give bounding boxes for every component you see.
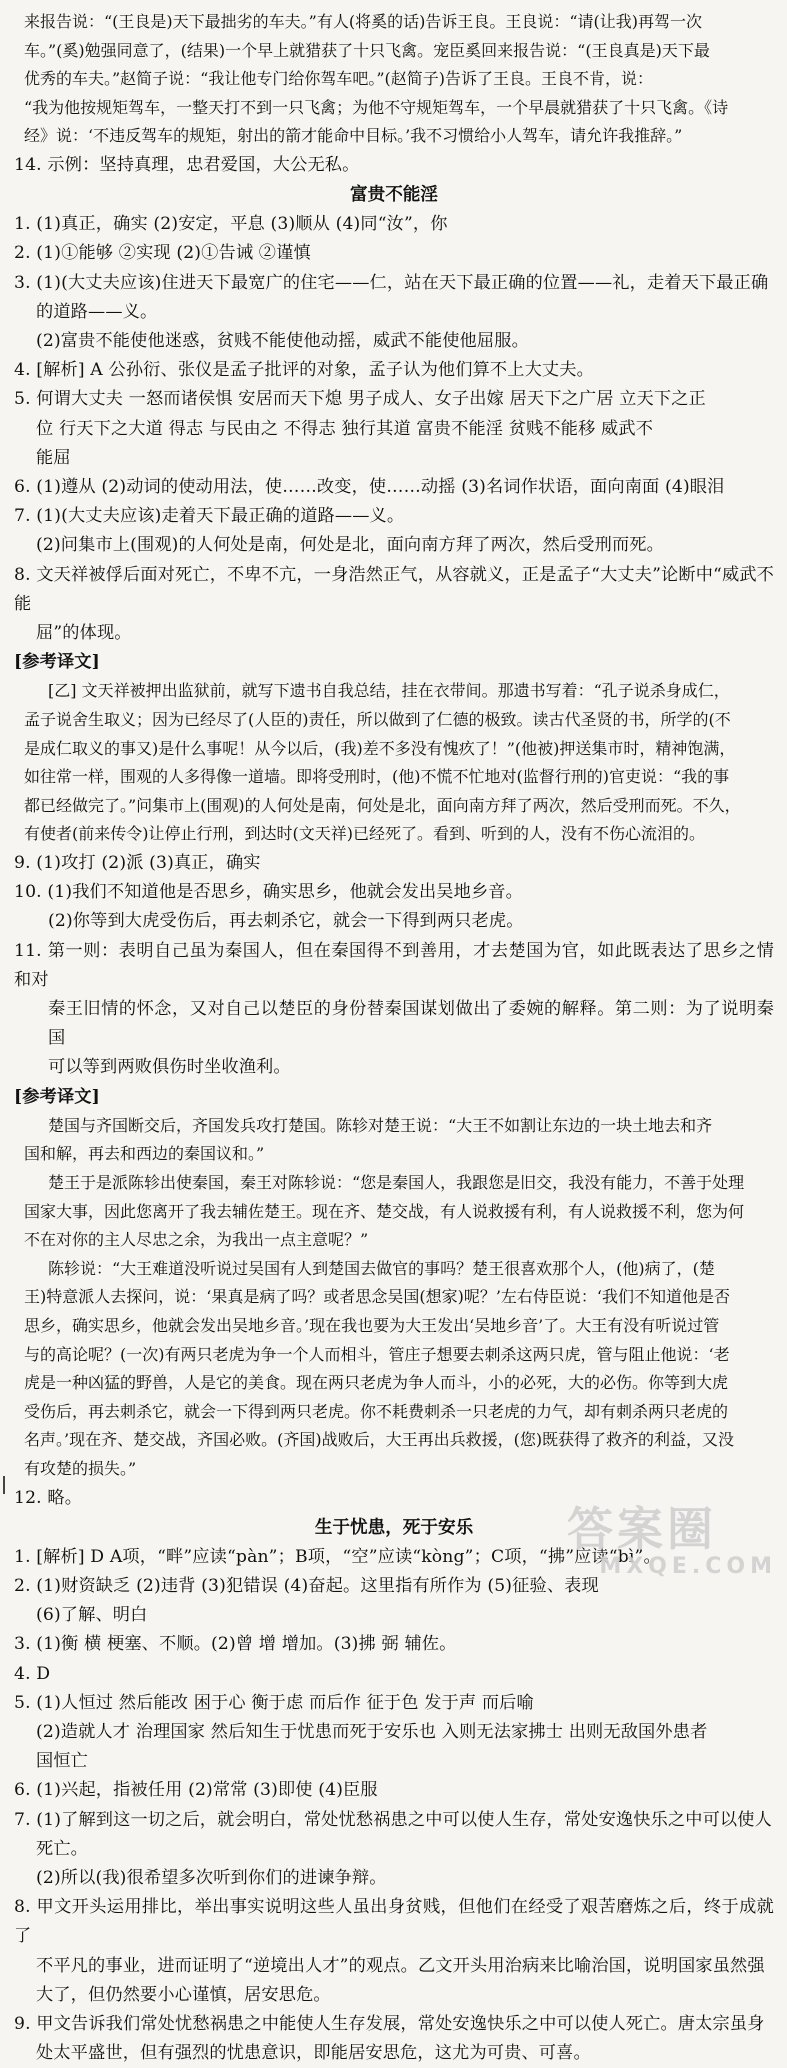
text-line: 的道路——义。 <box>36 301 158 322</box>
text-line: 3. (1)(大丈夫应该)住进天下最宽广的住宅——仁，站在天下最正确的位置——礼，走着天下最正确 <box>14 272 769 293</box>
watermark-logo-text: 答案圈 <box>567 1502 717 1556</box>
text-line: 如往常一样，围观的人多得像一道墙。即将受刑时，(他)不慌不忙地对(监督行刑的)官吏说：“我的事 <box>24 767 730 787</box>
text-line: (2)你等到大虎受伤后，再去刺杀它，就会一下得到两只老虎。 <box>48 911 524 932</box>
text-line: 14. 示例：坚持真理，忠君爱国，大公无私。 <box>14 154 360 175</box>
text-line: 国恒亡 <box>36 1751 89 1772</box>
text-line: 1. (1)真正，确实 (2)安定，平息 (3)顺从 (4)同“汝”，你 <box>14 214 448 235</box>
section-heading: 富贵不能淫 <box>350 184 438 206</box>
text-line: 6. (1)遵从 (2)动词的使动用法，使……改变，使……动摇 (3)名词作状语，面向南面 (4)眼泪 <box>14 477 725 497</box>
text-line: 5. 何谓大丈夫 一怒而诸侯惧 安居而天下熄 男子成人、女子出嫁 居天下之广居 立天下之正 <box>14 389 706 410</box>
text-line: 楚王于是派陈轸出使秦国，秦王对陈轸说：“您是秦国人，我跟您是旧交，我没有能力，不善于处理 <box>48 1173 745 1192</box>
text-line: 死亡。 <box>36 1838 89 1859</box>
text-line: 8. 甲文开头运用排比，举出事实说明这些人虽出身贫贱，但他们在经受了艰苦磨炼之后，终于成就了 <box>14 1897 774 1947</box>
text-line: 7. (1)(大丈夫应该)走着天下最正确的道路——义。 <box>14 506 405 527</box>
text-line: [乙] 文天祥被押出监狱前，就写下遗书自我总结，挂在衣带间。那遗书写着：“孔子说杀身成仁， <box>48 681 730 701</box>
text-line: 王)特意派人去探问，说：‘果真是病了吗？或者思念吴国(想家)呢？’左右侍臣说：‘我们不知道他是否 <box>24 1287 730 1307</box>
watermark <box>567 1504 777 1582</box>
text-line: 7. (1)了解到这一切之后，就会明白，常处忧愁祸患之中可以使人生存，常处安逸快乐之中可以使人 <box>14 1809 772 1830</box>
text-line: 处太平盛世，但有强烈的忧患意识，即能居安思危，这尤为可贵、可喜。 <box>36 2043 591 2064</box>
text-line: 与的高论呢？(一次)有两只老虎为争一个人而相斗，管庄子想要去刺杀这两只虎，管与阻止他说：‘老 <box>24 1344 730 1364</box>
text-line: 屈”的体现。 <box>36 623 132 644</box>
text-line: 2. (1)财资缺乏 (2)违背 (3)犯错误 (4)奋起。这里指有所作为 (5)征验、表现 <box>14 1575 599 1596</box>
text-line: 车。”(奚)勉强同意了，(结果)一个早上就猎获了十只飞禽。宠臣奚回来报告说：“(王良真是)天下最 <box>24 40 710 60</box>
text-line: 名声。’现在齐、楚交战，齐国必败。(齐国)战败后，大王再出兵救援，(您)既获得了救齐的利益，又没 <box>24 1430 735 1450</box>
text-line: (2)富贵不能使他迷惑，贫贱不能使他动摇，威武不能使他屈服。 <box>36 330 529 351</box>
text-line: 9. (1)攻打 (2)派 (3)真正，确实 <box>14 852 261 873</box>
text-line: 国和解，再去和西边的秦国议和。” <box>24 1144 265 1164</box>
text-line: 大了，但仍然要小心谨慎，居安思危。 <box>36 1984 331 2005</box>
text-line: (2)造就人才 治理国家 然后知生于忧患而死于安乐也 入则无法家拂士 出则无敌国外患者 <box>36 1721 708 1742</box>
text-line: 5. (1)人恒过 然后能改 困于心 衡于虑 而后作 征于色 发于声 而后喻 <box>14 1692 534 1713</box>
text-line: 4. D <box>14 1663 51 1684</box>
text-line: 能屈 <box>36 447 71 468</box>
text-line: 秦王旧情的怀念，又对自己以楚臣的身份替秦国谋划做出了委婉的解释。第二则：为了说明秦国 <box>48 999 774 1049</box>
text-line: 不在对你的主人尽忠之余，为我出一点主意呢？” <box>24 1230 369 1250</box>
text-line: [参考译文] <box>14 652 100 673</box>
text-line: 10. (1)我们不知道他是否思乡，确实思乡，他就会发出吴地乡音。 <box>14 882 523 903</box>
text-line: 都已经做完了。”问集市上(围观)的人何处是南，何处是北，面向南方拜了两次，然后受刑而死。不久， <box>24 795 741 815</box>
text-line: 思乡，确实思乡，他就会发出吴地乡音。’现在我也要为大王发出‘吴地乡音’了。大王有没有听说过管 <box>24 1315 720 1335</box>
text-line: (2)所以(我)很希望多次听到你们的进谏争辩。 <box>36 1867 387 1888</box>
text-line: 来报告说：“(王良是)天下最拙劣的车夫。”有人(将奚的话)告诉王良。王良说：“请(让我)再驾一次 <box>24 12 702 31</box>
watermark-site: MXQE.COM <box>599 1554 777 1579</box>
text-line: (6)了解、明白 <box>36 1605 148 1626</box>
text-line: 孟子说舍生取义；因为已经尽了(人臣的)责任，所以做到了仁德的极致。读古代圣贤的书，所学的(不 <box>24 710 731 730</box>
text-line: 国家大事，因此您离开了我去辅佐楚王。现在齐、楚交战，有人说救援有利，有人说救援不利，您为何 <box>24 1201 745 1221</box>
section-heading: 生于忧患，死于安乐 <box>314 1516 474 1538</box>
text-line: 3. (1)衡 横 梗塞、不顺。(2)曾 增 增加。(3)拂 弼 辅佐。 <box>14 1634 457 1655</box>
text-line: 位 行天下之大道 得志 与民由之 不得志 独行其道 富贵不能淫 贫贱不能移 威武不 <box>36 418 654 439</box>
text-line: 8. 文天祥被俘后面对死亡，不卑不亢，一身浩然正气，从容就义，正是孟子“大丈夫”论断中“威武不能 <box>14 564 774 614</box>
answer-page <box>14 8 774 2068</box>
text-line: 有使者(前来传令)让停止行刑，到达时(文天祥)已经死了。看到、听到的人，没有不伤心流泪的。 <box>24 824 705 844</box>
text-line: 11. 第一则：表明自己虽为秦国人，但在秦国得不到善用，才去楚国为官，如此既表达了思乡之情和对 <box>14 940 774 990</box>
text-line: 陈轸说：“大王难道没听说过吴国有人到楚国去做官的事吗？楚王很喜欢那个人，(他)病了，(楚 <box>48 1258 715 1278</box>
text-line: “我为他按规矩驾车，一整天打不到一只飞禽；为他不守规矩驾车，一个早晨就猎获了十只飞禽。《诗 <box>24 97 729 117</box>
text-line: 虎是一种凶猛的野兽，人是它的美食。现在两只老虎为争人而斗，小的必死，大的必伤。你等到大虎 <box>24 1373 729 1393</box>
scan-edge-mark <box>3 1476 5 1494</box>
text-line: 2. (1)①能够 ②实现 (2)①告诫 ②谨慎 <box>14 243 311 264</box>
text-line: (2)问集市上(围观)的人何处是南，何处是北，面向南方拜了两次，然后受刑而死。 <box>36 535 664 556</box>
text-line: 经》说：‘不违反驾车的规矩，射出的箭才能命中目标。’我不习惯给小人驾车，请允许我推辞。” <box>24 126 683 146</box>
text-line: 优秀的车夫。”赵简子说：“我让他专门给你驾车吧。”(赵简子)告诉了王良。王良不肯，说： <box>24 69 654 89</box>
text-line: 9. 甲文告诉我们常处忧愁祸患之中能使人生存发展，常处安逸快乐之中可以使人死亡。唐太宗虽身 <box>14 2013 765 2034</box>
text-line: 可以等到两败俱伤时坐收渔利。 <box>48 1057 291 1078</box>
text-line: 4. [解析] A 公孙衍、张仪是孟子批评的对象，孟子认为他们算不上大丈夫。 <box>14 360 594 381</box>
text-line: 有攻楚的损失。” <box>24 1458 137 1478</box>
text-line: 6. (1)兴起，指被任用 (2)常常 (3)即使 (4)臣服 <box>14 1780 378 1801</box>
text-line: 不平凡的事业，进而证明了“逆境出人才”的观点。乙文开头用治病来比喻治国，说明国家虽然强 <box>36 1955 765 1976</box>
text-line: 是成仁取义的事又)是什么事呢！从今以后，(我)差不多没有愧疚了！”(他被)押送集市时，精神饱满， <box>24 738 736 758</box>
text-line: 楚国与齐国断交后，齐国发兵攻打楚国。陈轸对楚王说：“大王不如割让东边的一块土地去和齐 <box>48 1115 713 1135</box>
text-line: 12. 略。 <box>14 1487 83 1508</box>
text-line: 受伤后，再去刺杀它，就会一下得到两只老虎。你不耗费刺杀一只老虎的力气，却有刺杀两只老虎的 <box>24 1401 729 1421</box>
text-line: 1. [解析] D A项，“畔”应读“pàn”；B项，“空”应读“kòng”；C项，“拂”应读“bì”。 <box>14 1546 661 1567</box>
text-line: [参考译文] <box>14 1086 100 1107</box>
